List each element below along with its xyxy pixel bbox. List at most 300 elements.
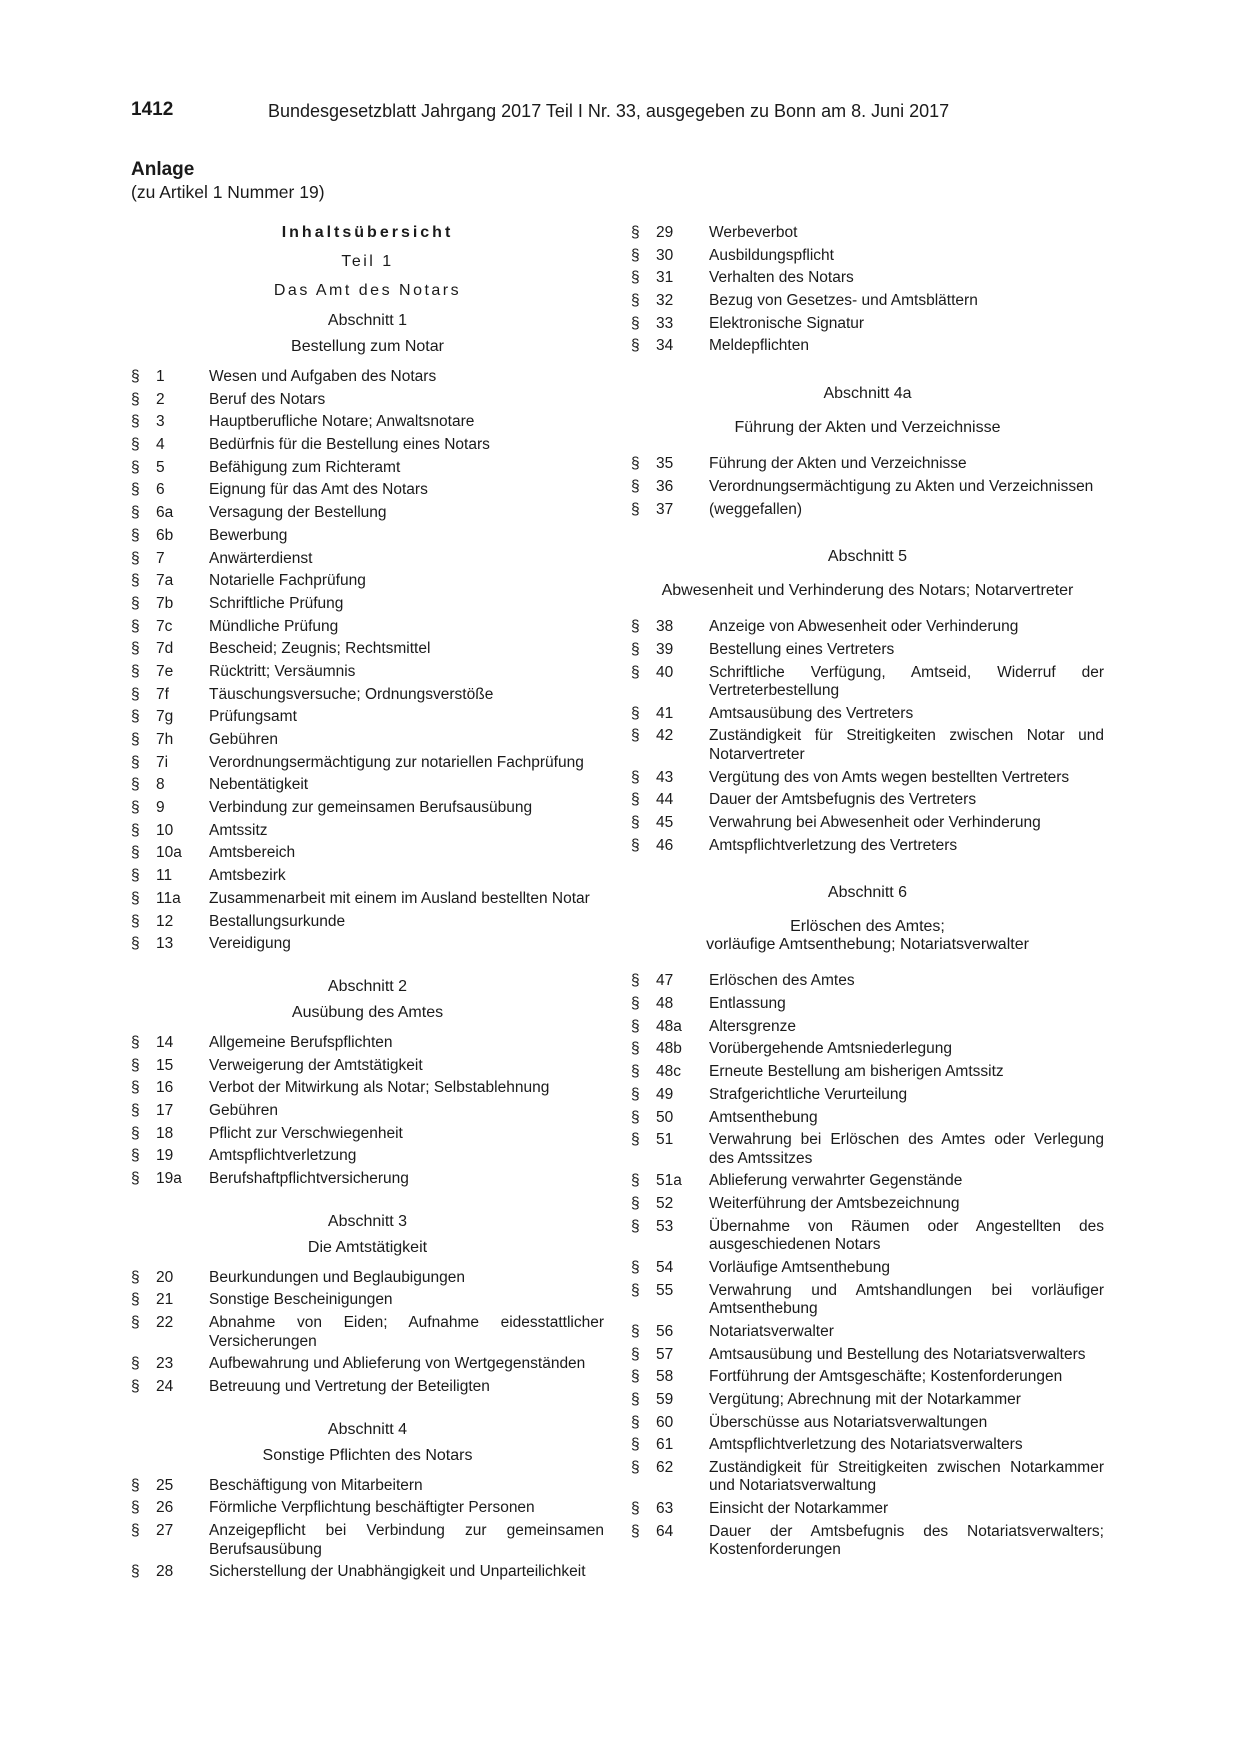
paragraph-sign: § [131, 549, 140, 567]
entry-title: Beschäftigung von Mitarbeitern [209, 1476, 423, 1494]
section-title-line-1: Erlöschen des Amtes; [790, 918, 945, 936]
entry-title: Amtsbereich [209, 844, 296, 862]
entry-number: 6 [156, 481, 165, 499]
toc-entry [131, 595, 604, 614]
paragraph-sign: § [631, 314, 640, 332]
entry-title: Dauer der Amtsbefugnis des Notariatsverwalters; Kostenforderungen [709, 1522, 1104, 1559]
toc-entry [131, 1147, 604, 1166]
paragraph-sign: § [631, 1258, 640, 1276]
toc-entry [131, 731, 604, 750]
paragraph-sign: § [631, 1172, 640, 1190]
toc-entry [631, 1391, 1104, 1410]
entry-number: 6b [156, 526, 174, 544]
entry-number: 19a [156, 1170, 182, 1187]
toc-entry [131, 1102, 604, 1121]
entry-number: 34 [656, 337, 674, 355]
gazette-header: Bundesgesetzblatt Jahrgang 2017 Teil I Nr. 33, ausgegeben zu Bonn am 8. Juni 2017 [268, 101, 950, 121]
paragraph-sign: § [631, 1500, 640, 1518]
entry-title: Übernahme von Räumen oder Angestellten des ausgeschiedenen Notars [709, 1217, 1104, 1254]
entry-number: 51a [656, 1172, 682, 1190]
entry-title: Ausbildungspflicht [709, 246, 834, 264]
toc-entry [131, 844, 604, 863]
entry-title: Schriftliche Verfügung, Amtseid, Widerruf der Vertreterbestellung [709, 663, 1104, 700]
entry-title: Zuständigkeit für Streitigkeiten zwischen Notarkammer und Notariatsverwaltung [709, 1458, 1104, 1495]
entry-number: 9 [156, 799, 165, 817]
entry-number: 6a [156, 504, 174, 522]
paragraph-sign: § [131, 1563, 140, 1581]
entry-title: Verordnungsermächtigung zu Akten und Verzeichnissen [709, 477, 1094, 495]
entry-number: 52 [656, 1195, 674, 1213]
entry-list [631, 618, 1104, 855]
toc-entry [631, 1172, 1104, 1191]
paragraph-sign: § [631, 1436, 640, 1454]
toc-entry [631, 814, 1104, 833]
paragraph-sign: § [131, 640, 140, 658]
entry-number: 33 [656, 314, 674, 332]
paragraph-sign: § [131, 1499, 140, 1517]
entry-title: Erlöschen des Amtes [709, 972, 855, 990]
section-title: Führung der Akten und Verzeichnisse [734, 419, 1001, 437]
entry-title: Anzeigepflicht bei Verbindung zur gemeinsamen Berufsausübung [209, 1522, 604, 1558]
entry-title: Einsicht der Notarkammer [709, 1500, 889, 1518]
entry-title: Verordnungsermächtigung zur notariellen Fachprüfung [209, 753, 584, 771]
entry-list [631, 224, 1104, 356]
toc-entry [131, 935, 604, 954]
entry-number: 7a [156, 572, 174, 590]
toc-entry [131, 1522, 604, 1559]
toc-entry [631, 1500, 1104, 1519]
entry-number: 7h [156, 731, 174, 748]
paragraph-sign: § [631, 500, 640, 518]
paragraph-sign: § [631, 269, 640, 287]
entry-number: 22 [156, 1314, 174, 1332]
toc-entry [631, 292, 1104, 311]
toc-column-right [631, 224, 1104, 1564]
entry-title: Wesen und Aufgaben des Notars [209, 368, 437, 385]
paragraph-sign: § [631, 1131, 640, 1149]
section-heading: Abschnitt 4 [327, 1420, 408, 1438]
toc-entry [631, 315, 1104, 334]
entry-number: 48a [656, 1017, 682, 1035]
entry-title: Mündliche Prüfung [209, 617, 339, 635]
section-heading: Abschnitt 1 [327, 312, 408, 329]
paragraph-sign: § [131, 731, 140, 748]
section-heading: Abschnitt 4a [823, 385, 912, 403]
entry-number: 11a [156, 889, 181, 907]
entry-number: 21 [156, 1291, 174, 1309]
toc-entry [631, 1086, 1104, 1105]
toc-entry [631, 269, 1104, 288]
entry-title: Bestallungsurkunde [209, 912, 346, 930]
toc-entry [631, 1018, 1104, 1037]
entry-list [131, 1034, 604, 1189]
entry-list [131, 1269, 604, 1397]
toc-entry [631, 1346, 1104, 1365]
paragraph-sign: § [631, 1413, 640, 1431]
entry-title: Amtsausübung und Bestellung des Notariatsverwalters [709, 1345, 1086, 1363]
entry-number: 40 [656, 663, 674, 681]
entry-number: 14 [156, 1033, 174, 1051]
entry-title: Vorläufige Amtsenthebung [709, 1258, 890, 1276]
entry-title: Hauptberufliche Notare; Anwaltsnotare [209, 413, 475, 431]
entry-number: 46 [656, 836, 674, 854]
entry-number: 30 [656, 246, 674, 264]
entry-number: 48b [656, 1040, 682, 1058]
toc-entry [131, 799, 604, 818]
entry-number: 11 [156, 867, 173, 885]
paragraph-sign: § [131, 436, 140, 454]
entry-title: Verweigerung der Amtstätigkeit [209, 1056, 423, 1074]
toc-entry [131, 1291, 604, 1310]
section-title: Sonstige Pflichten des Notars [262, 1446, 473, 1464]
entry-number: 61 [656, 1436, 674, 1454]
entry-title: Bezug von Gesetzes- und Amtsblättern [709, 292, 978, 310]
toc-entry [631, 972, 1104, 991]
entry-title: Amtspflichtverletzung des Notariatsverwalters [709, 1436, 1023, 1454]
entry-title: Vergütung; Abrechnung mit der Notarkammer [709, 1390, 1021, 1408]
annex-reference: (zu Artikel 1 Nummer 19) [131, 182, 325, 202]
entry-number: 16 [156, 1079, 174, 1097]
entry-list [631, 972, 1104, 1559]
section-title: Abwesenheit und Verhinderung des Notars; Notarvertreter [661, 582, 1074, 600]
entry-title: Verwahrung und Amtshandlungen bei vorläufiger Amtsenthebung [709, 1281, 1104, 1318]
toc-entry [131, 1563, 604, 1582]
paragraph-sign: § [131, 413, 140, 431]
entry-title: Notariatsverwalter [709, 1322, 834, 1340]
entry-title: Verbot der Mitwirkung als Notar; Selbstablehnung [209, 1079, 550, 1097]
entry-number: 39 [656, 640, 674, 658]
paragraph-sign: § [631, 337, 640, 355]
toc-entry [131, 663, 604, 682]
entry-title: (weggefallen) [709, 500, 803, 518]
entry-number: 57 [656, 1345, 674, 1363]
entry-title: Werbeverbot [709, 224, 798, 241]
paragraph-sign: § [631, 704, 640, 722]
annex-label: Anlage [131, 159, 195, 180]
entry-number: 55 [656, 1281, 674, 1299]
paragraph-sign: § [131, 1268, 140, 1286]
paragraph-sign: § [631, 1108, 640, 1126]
toc-column-left [131, 224, 604, 1586]
paragraph-sign: § [631, 1322, 640, 1340]
toc-entry [131, 1477, 604, 1496]
paragraph-sign: § [631, 814, 640, 831]
entry-number: 32 [656, 292, 674, 310]
entry-title: Förmliche Verpflichtung beschäftigter Personen [209, 1499, 535, 1517]
entry-title: Amtspflichtverletzung [209, 1147, 357, 1165]
paragraph-sign: § [131, 1147, 140, 1165]
paragraph-sign: § [631, 1368, 640, 1386]
entry-number: 20 [156, 1268, 174, 1286]
toc-entry [631, 1414, 1104, 1433]
paragraph-sign: § [131, 889, 140, 907]
toc-entry [131, 391, 604, 410]
entry-title: Beurkundungen und Beglaubigungen [209, 1268, 465, 1286]
toc-entry [631, 791, 1104, 810]
entry-title: Befähigung zum Richteramt [209, 458, 401, 476]
entry-number: 5 [156, 458, 165, 476]
paragraph-sign: § [131, 799, 140, 817]
section-heading: Abschnitt 6 [827, 884, 908, 902]
entry-title: Fortführung der Amtsgeschäfte; Kostenforderungen [709, 1368, 1063, 1386]
paragraph-sign: § [131, 753, 140, 771]
toc-entry [131, 618, 604, 637]
paragraph-sign: § [631, 1522, 640, 1540]
entry-title: Erneute Bestellung am bisherigen Amtssitz [709, 1063, 1004, 1081]
entry-title: Verbindung zur gemeinsamen Berufsausübung [209, 799, 533, 817]
entry-title: Gebühren [209, 1101, 278, 1119]
entry-number: 7c [156, 617, 173, 635]
toc-entry [631, 1195, 1104, 1214]
entry-title: Beruf des Notars [209, 390, 326, 408]
entry-number: 37 [656, 500, 674, 518]
paragraph-sign: § [131, 1170, 140, 1187]
paragraph-sign: § [131, 1124, 140, 1142]
toc-entry [131, 550, 604, 569]
entry-title: Notarielle Fachprüfung [209, 572, 366, 590]
section-heading: Abschnitt 3 [327, 1212, 408, 1230]
toc-entry [131, 1499, 604, 1518]
entry-number: 51 [656, 1131, 674, 1149]
paragraph-sign: § [631, 727, 640, 745]
paragraph-sign: § [131, 708, 140, 726]
paragraph-sign: § [131, 572, 140, 590]
paragraph-sign: § [131, 821, 140, 839]
entry-number: 48 [656, 995, 674, 1013]
toc-entry [131, 527, 604, 546]
paragraph-sign: § [631, 791, 640, 809]
toc-entry [131, 1079, 604, 1098]
entry-number: 47 [656, 972, 674, 990]
toc-entry [631, 769, 1104, 788]
entry-title: Amtsenthebung [709, 1108, 818, 1126]
toc-entry [131, 413, 604, 432]
paragraph-sign: § [631, 1458, 640, 1476]
toc-entry [131, 368, 604, 387]
entry-title: Entlassung [709, 995, 786, 1013]
toc-entry [631, 1109, 1104, 1128]
entry-number: 7i [156, 753, 169, 771]
toc-entry [131, 1170, 604, 1189]
page-number: 1412 [131, 99, 174, 120]
entry-title: Vergütung des von Amts wegen bestellten Vertreters [709, 768, 1070, 786]
toc-entry [631, 1523, 1104, 1560]
toc-entry [131, 1314, 604, 1351]
paragraph-sign: § [631, 246, 640, 264]
section-heading: Abschnitt 5 [827, 548, 908, 566]
section-title-line-2: vorläufige Amtsenthebung; Notariatsverwalter [706, 936, 1029, 954]
entry-number: 31 [656, 269, 674, 287]
toc-entry [131, 913, 604, 932]
toc-entry [131, 504, 604, 523]
paragraph-sign: § [631, 455, 640, 473]
toc-entry [631, 501, 1104, 520]
paragraph-sign: § [131, 685, 140, 703]
entry-title: Betreuung und Vertretung der Beteiligten [209, 1377, 490, 1395]
paragraph-sign: § [131, 458, 140, 476]
part-label: Teil 1 [341, 253, 394, 270]
entry-title: Ablieferung verwahrter Gegenstände [709, 1172, 963, 1190]
paragraph-sign: § [131, 526, 140, 544]
entry-number: 23 [156, 1355, 174, 1373]
toc-entry [131, 867, 604, 886]
entry-title: Bedürfnis für die Bestellung eines Notars [209, 436, 490, 454]
entry-number: 10a [156, 844, 182, 862]
paragraph-sign: § [131, 1101, 140, 1119]
entry-number: 62 [656, 1458, 674, 1476]
toc-entry [631, 664, 1104, 701]
entry-title: Bestellung eines Vertreters [709, 640, 895, 658]
toc-entry [131, 708, 604, 727]
entry-title: Nebentätigkeit [209, 776, 309, 794]
toc-entry [631, 995, 1104, 1014]
toc-entry [131, 1355, 604, 1374]
entry-number: 36 [656, 477, 674, 495]
entry-title: Verwahrung bei Erlöschen des Amtes oder Verlegung des Amtssitzes [709, 1131, 1104, 1167]
toc-entry [131, 459, 604, 478]
section-title: Bestellung zum Notar [291, 338, 444, 355]
paragraph-sign: § [131, 1079, 140, 1097]
entry-title: Pflicht zur Verschwiegenheit [209, 1124, 403, 1142]
toc-entry [631, 337, 1104, 356]
toc-entry [631, 641, 1104, 660]
entry-list [131, 368, 604, 954]
entry-number: 2 [156, 390, 165, 408]
paragraph-sign: § [131, 867, 140, 885]
paragraph-sign: § [131, 1314, 140, 1332]
entry-number: 53 [656, 1217, 674, 1235]
toc-entry [631, 727, 1104, 764]
paragraph-sign: § [631, 618, 640, 636]
entry-title: Gebühren [209, 731, 278, 748]
entry-number: 7 [156, 549, 165, 567]
paragraph-sign: § [631, 836, 640, 854]
toc-entry [631, 1368, 1104, 1387]
entry-title: Anzeige von Abwesenheit oder Verhinderung [709, 618, 1019, 636]
entry-title: Prüfungsamt [209, 708, 297, 726]
entry-number: 1 [156, 368, 165, 385]
entry-title: Allgemeine Berufspflichten [209, 1033, 393, 1051]
entry-number: 63 [656, 1500, 674, 1518]
toc-entry [131, 1034, 604, 1053]
paragraph-sign: § [631, 663, 640, 681]
entry-number: 48c [656, 1063, 681, 1081]
entry-number: 7f [156, 685, 169, 703]
part-title: Das Amt des Notars [273, 282, 462, 299]
paragraph-sign: § [131, 1355, 140, 1373]
paragraph-sign: § [131, 368, 140, 385]
entry-title: Rücktritt; Versäumnis [209, 662, 356, 680]
paragraph-sign: § [631, 477, 640, 495]
entry-title: Amtssitz [209, 821, 268, 839]
paragraph-sign: § [631, 1345, 640, 1363]
paragraph-sign: § [131, 390, 140, 408]
entry-number: 64 [656, 1522, 674, 1540]
entry-number: 18 [156, 1124, 174, 1142]
paragraph-sign: § [631, 1040, 640, 1058]
entry-title: Verhalten des Notars [709, 269, 854, 287]
entry-title: Amtsbezirk [209, 867, 286, 885]
entry-title: Vorübergehende Amtsniederlegung [709, 1040, 953, 1058]
toc-entry [631, 1259, 1104, 1278]
toc-entry [631, 1459, 1104, 1496]
toc-entry [131, 754, 604, 773]
paragraph-sign: § [631, 640, 640, 658]
paragraph-sign: § [631, 1085, 640, 1103]
toc-entry [131, 822, 604, 841]
paragraph-sign: § [631, 1390, 640, 1408]
entry-number: 4 [156, 436, 165, 454]
paragraph-sign: § [631, 972, 640, 990]
paragraph-sign: § [131, 481, 140, 499]
entry-number: 7d [156, 640, 174, 658]
paragraph-sign: § [631, 768, 640, 786]
toc-entry [631, 705, 1104, 724]
paragraph-sign: § [631, 292, 640, 310]
toc-entry [131, 890, 604, 909]
entry-number: 44 [656, 791, 674, 809]
entry-number: 42 [656, 727, 674, 745]
entry-number: 7b [156, 594, 174, 612]
entry-title: Altersgrenze [709, 1017, 797, 1035]
toc-entry [131, 1125, 604, 1144]
entry-number: 12 [156, 912, 174, 930]
toc-entry [131, 1269, 604, 1288]
toc-entry [631, 1063, 1104, 1082]
entry-title: Führung der Akten und Verzeichnisse [709, 455, 967, 473]
entry-number: 58 [656, 1368, 674, 1386]
entry-number: 15 [156, 1056, 174, 1074]
paragraph-sign: § [631, 1017, 640, 1035]
paragraph-sign: § [631, 995, 640, 1013]
toc-entry [131, 640, 604, 659]
toc-entry [631, 247, 1104, 266]
entry-title: Schriftliche Prüfung [209, 594, 344, 612]
toc-entry [631, 1131, 1104, 1168]
entry-number: 49 [656, 1085, 674, 1103]
toc-entry [631, 1436, 1104, 1455]
toc-entry [631, 224, 1104, 243]
toc-entry [631, 1218, 1104, 1255]
toc-entry [131, 776, 604, 795]
entry-title: Bewerbung [209, 526, 288, 544]
paragraph-sign: § [631, 1195, 640, 1213]
paragraph-sign: § [131, 594, 140, 612]
toc-entry [131, 686, 604, 705]
paragraph-sign: § [131, 844, 140, 862]
entry-title: Anwärterdienst [209, 549, 313, 567]
entry-number: 43 [656, 768, 674, 786]
paragraph-sign: § [131, 1291, 140, 1309]
toc-entry [631, 478, 1104, 497]
toc-entry [631, 1323, 1104, 1342]
paragraph-sign: § [131, 504, 140, 522]
paragraph-sign: § [131, 617, 140, 635]
toc-entry [131, 481, 604, 500]
entry-title: Aufbewahrung und Ablieferung von Wertgegenständen [209, 1355, 586, 1373]
paragraph-sign: § [631, 1063, 640, 1081]
entry-title: Abnahme von Eiden; Aufnahme eidesstattlicher Versicherungen [209, 1314, 604, 1350]
section-title: Ausübung des Amtes [291, 1003, 444, 1021]
entry-title: Bescheid; Zeugnis; Rechtsmittel [209, 640, 431, 658]
entry-list [131, 1477, 604, 1582]
entry-number: 13 [156, 935, 174, 953]
entry-number: 7e [156, 662, 174, 680]
entry-number: 29 [656, 224, 674, 241]
entry-title: Zusammenarbeit mit einem im Ausland bestellten Notar [209, 889, 590, 907]
paragraph-sign: § [131, 1033, 140, 1051]
entry-number: 25 [156, 1476, 174, 1494]
